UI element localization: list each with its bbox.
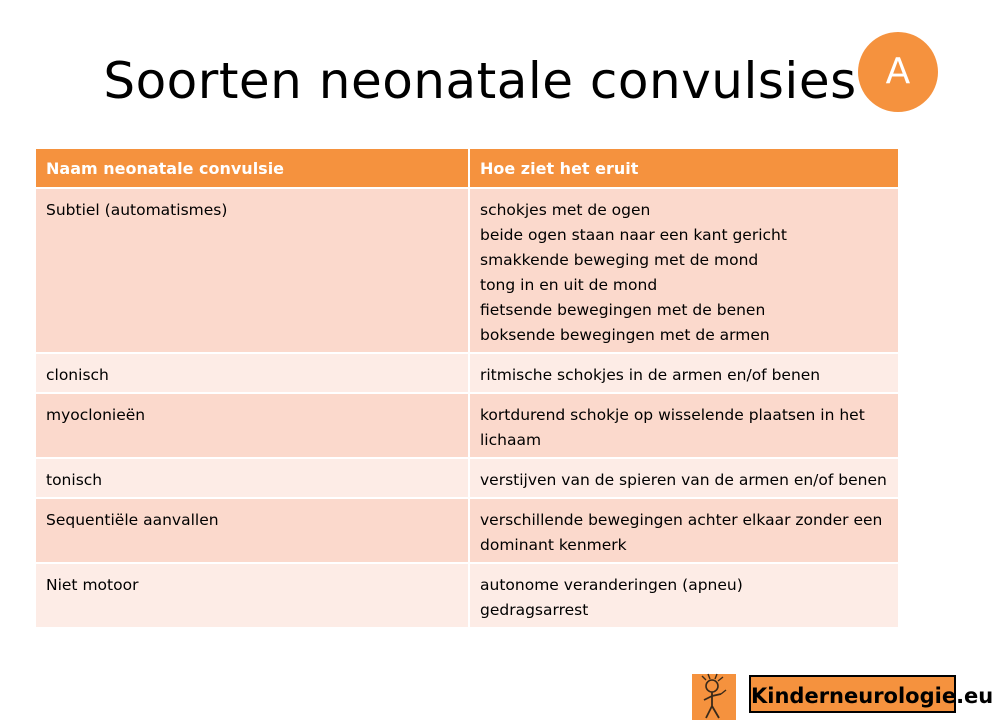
child-figure-logo-icon xyxy=(692,674,736,720)
section-badge: A xyxy=(858,32,938,112)
convulsion-description xyxy=(469,188,899,353)
table-row xyxy=(36,498,899,563)
description-line: schokjes met de ogen xyxy=(480,201,651,219)
convulsion-description xyxy=(469,498,899,563)
slide-title: Soorten neonatale convulsies xyxy=(103,52,857,110)
table-row xyxy=(36,188,899,353)
description-line: autonome veranderingen (apneu) xyxy=(480,576,743,594)
convulsion-name: Subtiel (automatismes) xyxy=(36,188,469,353)
table-header-row xyxy=(36,149,899,188)
child-figure-icon xyxy=(692,674,736,720)
description-line: verschillende bewegingen achter elkaar zonder een dominant kenmerk xyxy=(480,511,883,554)
description-line: gedragsarrest xyxy=(480,601,589,619)
table-row xyxy=(36,353,899,393)
description-line: beide ogen staan naar een kant gericht xyxy=(480,226,787,244)
convulsion-name: myoclonieën xyxy=(36,393,469,458)
column-header-description: Hoe ziet het eruit xyxy=(469,149,899,188)
convulsion-description xyxy=(469,393,899,458)
convulsion-table xyxy=(36,149,900,627)
description-line: ritmische schokjes in de armen en/of benen xyxy=(480,366,821,384)
description-line: boksende bewegingen met de armen xyxy=(480,326,770,344)
description-line: tong in en uit de mond xyxy=(480,276,658,294)
convulsion-description xyxy=(469,563,899,627)
convulsion-description xyxy=(469,458,899,498)
convulsion-name: Sequentiële aanvallen xyxy=(36,498,469,563)
convulsion-name: clonisch xyxy=(36,353,469,393)
description-line: verstijven van de spieren van de armen en/of benen xyxy=(480,471,887,489)
convulsion-name: Niet motoor xyxy=(36,563,469,627)
table-row xyxy=(36,563,899,627)
convulsion-description xyxy=(469,353,899,393)
description-line: kortdurend schokje op wisselende plaatsen in het lichaam xyxy=(480,406,865,449)
description-line: smakkende beweging met de mond xyxy=(480,251,759,269)
column-header-name: Naam neonatale convulsie xyxy=(36,149,469,188)
site-logo: Kinderneurologie.eu xyxy=(749,675,956,713)
table-row xyxy=(36,458,899,498)
table-row xyxy=(36,393,899,458)
description-line: fietsende bewegingen met de benen xyxy=(480,301,766,319)
convulsion-name: tonisch xyxy=(36,458,469,498)
